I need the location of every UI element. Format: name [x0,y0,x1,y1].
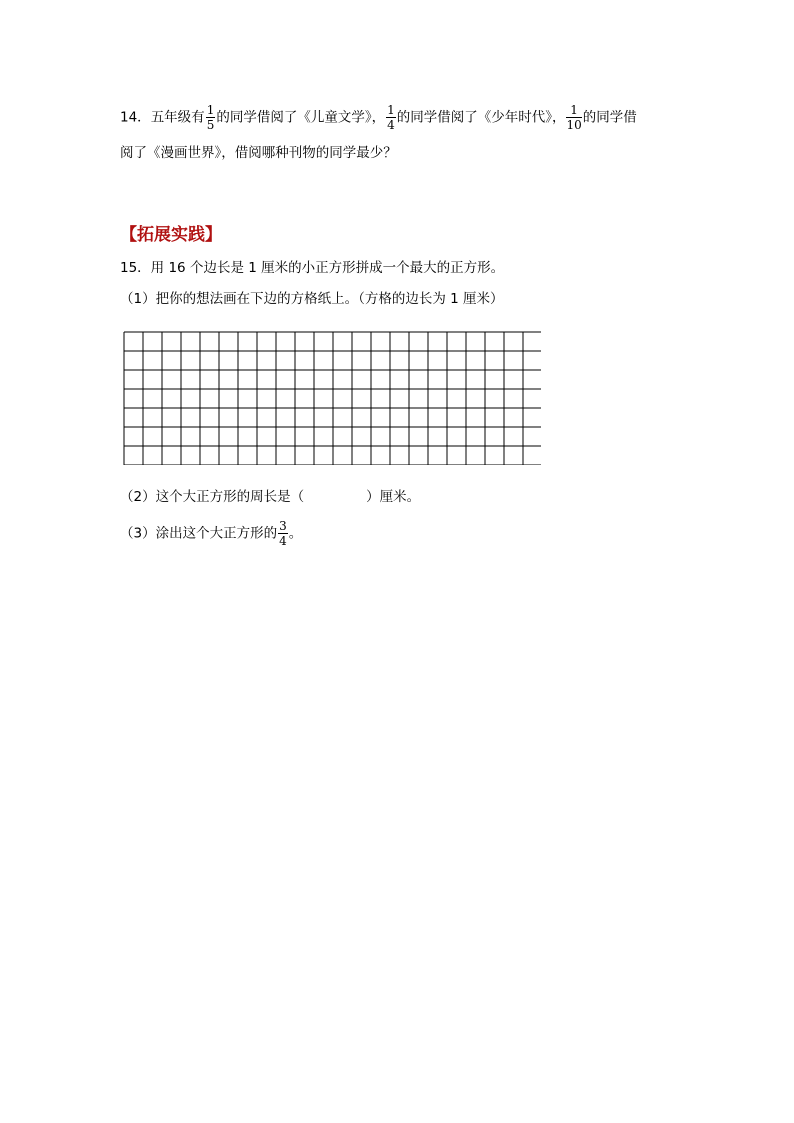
section-heading: 【拓展实践】 [120,225,222,245]
question-14-text-1: 五年级有 [150,109,205,126]
fraction-one-tenth: $\frac{1}{10}$ [566,103,582,132]
part-3-text-after: 。 [288,525,303,542]
part-2-text-before: （2）这个大正方形的周长是（ [120,489,305,505]
question-15-part-3 [120,520,302,547]
fraction-three-quarters: $\frac{3}{4}$ [279,519,287,548]
question-14-line-1 [120,104,637,131]
question-14-text-4: 的同学借 [582,109,637,126]
question-14-text-2: 的同学借阅了《儿童文学》， [216,109,386,126]
question-14-text-3: 的同学借阅了《少年时代》， [396,109,566,126]
fraction-one-fifth: $\frac{1}{5}$ [206,103,215,132]
question-15-stem: 15．用 16 个边长是 1 厘米的小正方形拼成一个最大的正方形。 [120,260,505,276]
fraction-one-quarter: $\frac{1}{4}$ [387,103,395,132]
question-14-number: 14． [120,109,151,126]
question-15-part-1: （1）把你的想法画在下边的方格纸上。（方格的边长为 1 厘米） [120,291,504,307]
part-2-text-after: ）厘米。 [366,489,421,505]
question-14-line-2: 阅了《漫画世界》，借阅哪种刊物的同学最少？ [120,145,397,161]
grid-paper[interactable] [123,331,541,465]
part-3-text-before: （3）涂出这个大正方形的 [120,525,278,542]
question-15-part-2 [120,491,420,505]
